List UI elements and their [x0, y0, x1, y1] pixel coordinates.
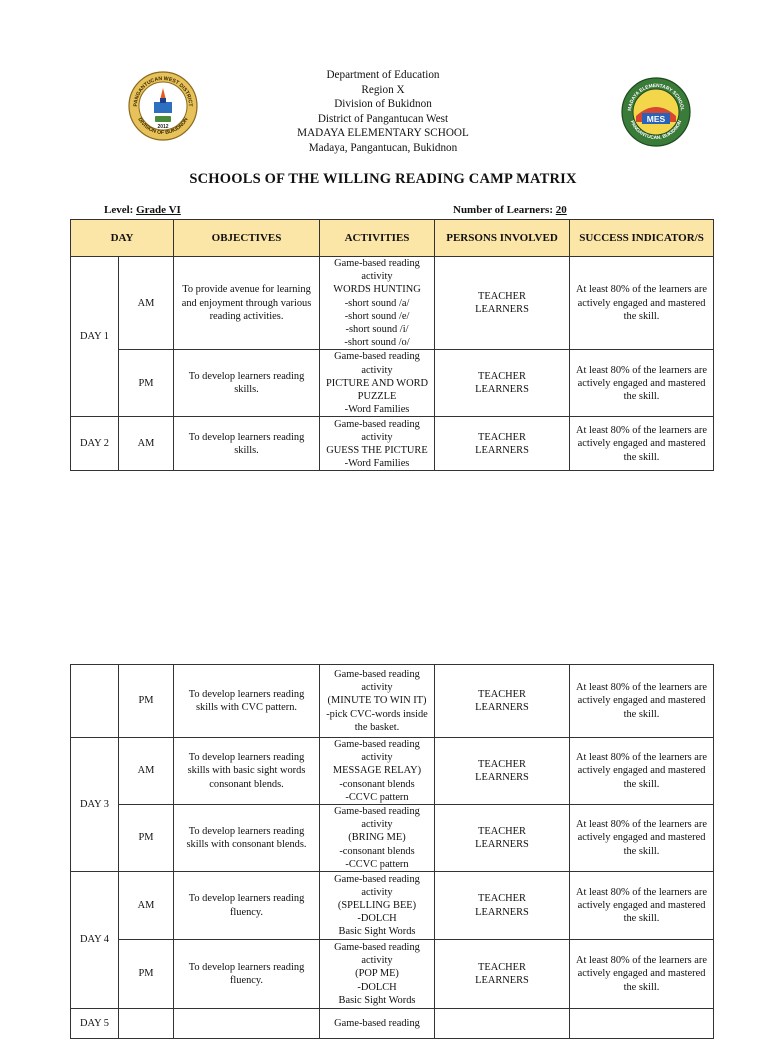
document-title: SCHOOLS OF THE WILLING READING CAMP MATRIX — [189, 171, 577, 187]
activity-line: -CCVC pattern — [345, 858, 409, 870]
header-line: Department of Education — [326, 69, 440, 81]
activity-line: Basic Sight Words — [338, 926, 416, 938]
activity-cell — [320, 665, 435, 738]
persons-cell — [435, 805, 570, 872]
person-line: TEACHER — [478, 961, 526, 973]
svg-text:MADAYA ELEMENTARY SCHOOL: MADAYA ELEMENTARY SCHOOL — [627, 83, 685, 112]
persons-cell — [435, 738, 570, 805]
header-indicators: SUCCESS INDICATOR/S — [570, 220, 714, 257]
person-line: LEARNERS — [475, 444, 529, 456]
indicator-cell: At least 80% of the learners are actively engaged and mastered the skill. — [570, 872, 714, 940]
persons-cell — [435, 257, 570, 350]
activity-cell — [320, 872, 435, 940]
day-cell — [71, 665, 119, 738]
table-row — [71, 417, 714, 471]
day-cell: DAY 2 — [71, 417, 119, 471]
table-row — [71, 665, 714, 738]
table-row — [71, 805, 714, 872]
activity-line: -consonant blends — [339, 845, 415, 857]
person-line: LEARNERS — [475, 384, 529, 396]
header-activities: ACTIVITIES — [320, 220, 435, 257]
header-persons: PERSONS INVOLVED — [435, 220, 570, 257]
activity-line: WORDS HUNTING — [333, 284, 421, 296]
person-line: LEARNERS — [475, 702, 529, 713]
activity-line: -Word Families — [344, 458, 410, 470]
activity-line: Game-based reading activity — [334, 668, 420, 694]
objective-cell: To develop learners reading fluency. — [174, 872, 320, 940]
person-line: LEARNERS — [475, 975, 529, 987]
objective-cell: To provide avenue for learning and enjoyment through various reading activities. — [174, 257, 320, 350]
activity-line: Basic Sight Words — [338, 994, 416, 1006]
person-line: LEARNERS — [475, 772, 529, 783]
activity-cell — [320, 350, 435, 417]
svg-text:MES: MES — [646, 114, 666, 124]
activity-line: Game-based reading activity — [334, 418, 420, 443]
person-line: TEACHER — [478, 371, 526, 383]
activity-line: PICTURE AND WORD PUZZLE — [326, 377, 429, 403]
activity-line: Game-based reading activity — [334, 351, 420, 376]
school-seal-logo — [620, 76, 692, 148]
activity-line: MESSAGE RELAY) — [332, 765, 422, 777]
table-header-row — [71, 220, 714, 257]
learners-value: 20 — [555, 204, 567, 216]
objective-cell: To develop learners reading skills with basic sight words consonant blends. — [174, 738, 320, 805]
session-cell: PM — [119, 805, 174, 872]
persons-cell — [435, 872, 570, 940]
header-objectives: OBJECTIVES — [174, 220, 320, 257]
person-line: LEARNERS — [475, 839, 529, 851]
activity-line: -consonant blends — [339, 778, 415, 790]
indicator-cell: At least 80% of the learners are actively engaged and mastered the skill. — [570, 350, 714, 417]
activity-line: (SPELLING BEE) — [337, 899, 417, 911]
activity-line: Game-based reading activity — [334, 739, 420, 764]
camp-matrix-table-2 — [70, 664, 714, 1039]
activity-line: -short sound /e/ — [344, 310, 410, 322]
activity-line: -short sound /o/ — [344, 337, 410, 349]
indicator-cell: At least 80% of the learners are actively engaged and mastered the skill. — [570, 665, 714, 738]
persons-cell — [435, 940, 570, 1009]
indicator-cell: At least 80% of the learners are actively engaged and mastered the skill. — [570, 805, 714, 872]
activity-line: Game-based reading activity — [334, 258, 420, 283]
activity-line: Game-based reading activity — [334, 806, 420, 831]
session-cell: AM — [119, 738, 174, 805]
activity-line: Game-based reading activity — [334, 942, 420, 967]
persons-cell — [435, 665, 570, 738]
activity-line: (BRING ME) — [348, 832, 406, 844]
header-line: Madaya, Pangantucan, Bukidnon — [308, 141, 458, 154]
day-cell: DAY 5 — [71, 1009, 119, 1039]
objective-cell: To develop learners reading fluency. — [174, 940, 320, 1009]
indicator-cell: At least 80% of the learners are actively engaged and mastered the skill. — [570, 738, 714, 805]
session-cell: PM — [119, 350, 174, 417]
activity-line: Game-based reading activity — [334, 873, 420, 898]
activity-line: -CCVC pattern — [345, 791, 409, 803]
persons-cell — [435, 417, 570, 471]
person-line: TEACHER — [478, 758, 526, 770]
person-line: LEARNERS — [475, 906, 529, 918]
activity-cell — [320, 940, 435, 1009]
level-field — [104, 204, 181, 216]
person-line: TEACHER — [478, 893, 526, 905]
table-row — [71, 738, 714, 805]
level-label: Level: — [104, 204, 137, 216]
person-line: TEACHER — [478, 431, 526, 443]
objective-cell: To develop learners reading skills with CVC pattern. — [174, 665, 320, 738]
svg-text:PANGANTUCAN WEST DISTRICT: PANGANTUCAN WEST DISTRICT — [132, 75, 194, 107]
objective-cell: To develop learners reading skills with consonant blends. — [174, 805, 320, 872]
person-line: LEARNERS — [475, 304, 529, 316]
svg-text:2012: 2012 — [157, 124, 169, 130]
activity-line: (POP ME) — [355, 968, 399, 980]
activity-cell — [320, 257, 435, 350]
session-cell: PM — [119, 940, 174, 1009]
session-cell: AM — [119, 872, 174, 940]
level-value: Grade VI — [136, 204, 181, 216]
session-cell: PM — [119, 665, 174, 738]
svg-text:DIVISION OF BUKIDNON: DIVISION OF BUKIDNON — [136, 116, 190, 137]
person-line: TEACHER — [478, 688, 526, 700]
persons-cell — [435, 350, 570, 417]
activity-cell — [320, 805, 435, 872]
table-row — [71, 350, 714, 417]
camp-matrix-table-1 — [70, 219, 714, 471]
header-line: MADAYA ELEMENTARY SCHOOL — [297, 127, 469, 140]
header-day: DAY — [71, 220, 174, 257]
activity-line: -short sound /a/ — [344, 297, 410, 309]
activity-line: -DOLCH — [357, 981, 397, 993]
activity-line: (MINUTE TO WIN IT) — [327, 695, 427, 707]
activity-line: -pick CVC-words inside the basket. — [326, 708, 428, 733]
activity-line: -short sound /i/ — [345, 324, 409, 336]
activity-cell — [320, 417, 435, 471]
day-cell: DAY 1 — [71, 257, 119, 417]
activity-line: GUESS THE PICTURE — [326, 444, 428, 456]
day-cell: DAY 3 — [71, 738, 119, 872]
activity-cell — [320, 738, 435, 805]
activity-line: Game-based reading — [334, 1017, 420, 1029]
person-line: TEACHER — [478, 291, 526, 302]
person-line: TEACHER — [478, 825, 526, 837]
svg-text:PANGANTUCAN, BUKIDNON: PANGANTUCAN, BUKIDNON — [628, 120, 684, 142]
indicator-cell: At least 80% of the learners are actively engaged and mastered the skill. — [570, 940, 714, 1009]
objective-cell: To develop learners reading skills. — [174, 417, 320, 471]
indicator-cell: At least 80% of the learners are actively engaged and mastered the skill. — [570, 417, 714, 471]
session-cell: AM — [119, 417, 174, 471]
day-cell: DAY 4 — [71, 872, 119, 1009]
district-seal-logo — [127, 70, 199, 142]
learners-label: Number of Learners: — [453, 204, 556, 216]
table-row — [71, 257, 714, 350]
table-row — [71, 940, 714, 1009]
session-cell: AM — [119, 257, 174, 350]
objective-cell: To develop learners reading skills. — [174, 350, 320, 417]
activity-line: -Word Families — [344, 404, 410, 416]
header-line: Division of Bukidnon — [334, 98, 432, 111]
table-row — [71, 872, 714, 940]
document-header — [230, 68, 536, 156]
indicator-cell: At least 80% of the learners are actively engaged and mastered the skill. — [570, 257, 714, 350]
header-line: District of Pangantucan West — [317, 112, 449, 125]
header-line: Region X — [361, 83, 405, 96]
learners-field — [453, 204, 567, 216]
activity-line: -DOLCH — [357, 913, 397, 925]
